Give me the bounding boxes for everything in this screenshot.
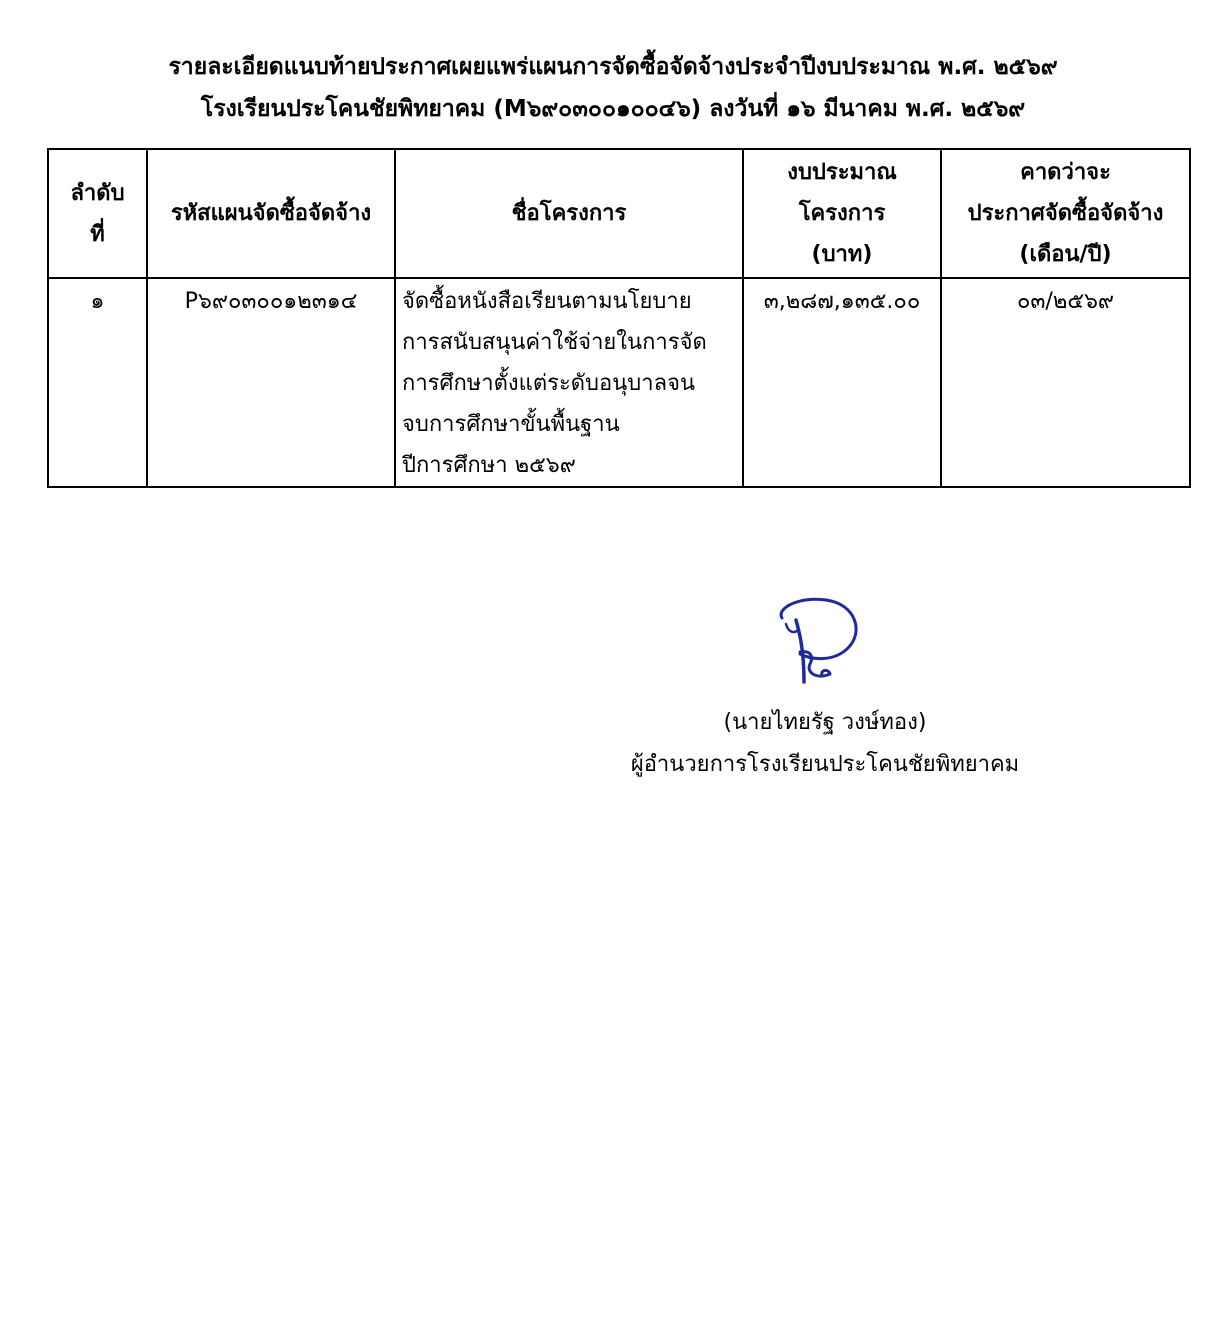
document-title [0,46,1226,130]
column-header-budget: งบประมาณ โครงการ (บาท) [743,149,941,278]
table-row [48,278,1190,487]
handwritten-signature [760,590,880,690]
signatory-name: (นายไทยรัฐ วงษ์ทอง) [723,710,927,735]
cell-project-name: จัดซื้อหนังสือเรียนตามนโยบาย การสนับสนุนค่าใช้จ่ายในการจัด การศึกษาตั้งแต่ระดับอนุบาลจน จบการศึกษาขั้นพื้นฐาน ปีการศึกษา ๒๕๖๙ [395,278,743,487]
signatory-position: ผู้อำนวยการโรงเรียนประโคนชัยพิทยาคม [630,752,1020,777]
cell-budget: ๓,๒๘๗,๑๓๕.๐๐ [743,278,941,487]
column-header-no: ลำดับ ที่ [48,149,147,278]
column-header-plan-code: รหัสแผนจัดซื้อจัดจ้าง [147,149,395,278]
procurement-plan-table [47,148,1191,488]
column-header-announce-date: คาดว่าจะ ประกาศจัดซื้อจัดจ้าง (เดือน/ปี) [941,149,1190,278]
cell-announce-date: ๐๓/๒๕๖๙ [941,278,1190,487]
table-header-row [48,149,1190,278]
title-line-2: โรงเรียนประโคนชัยพิทยาคม (M๖๙๐๓๐๐๑๐๐๔๖) ลงวันที่ ๑๖ มีนาคม พ.ศ. ๒๕๖๙ [200,96,1026,122]
cell-plan-code: P๖๙๐๓๐๐๑๒๓๑๔ [147,278,395,487]
column-header-project-name: ชื่อโครงการ [395,149,743,278]
cell-no: ๑ [48,278,147,487]
title-line-1: รายละเอียดแนบท้ายประกาศเผยแพร่แผนการจัดซื้อจัดจ้างประจำปีงบประมาณ พ.ศ. ๒๕๖๙ [168,54,1058,80]
